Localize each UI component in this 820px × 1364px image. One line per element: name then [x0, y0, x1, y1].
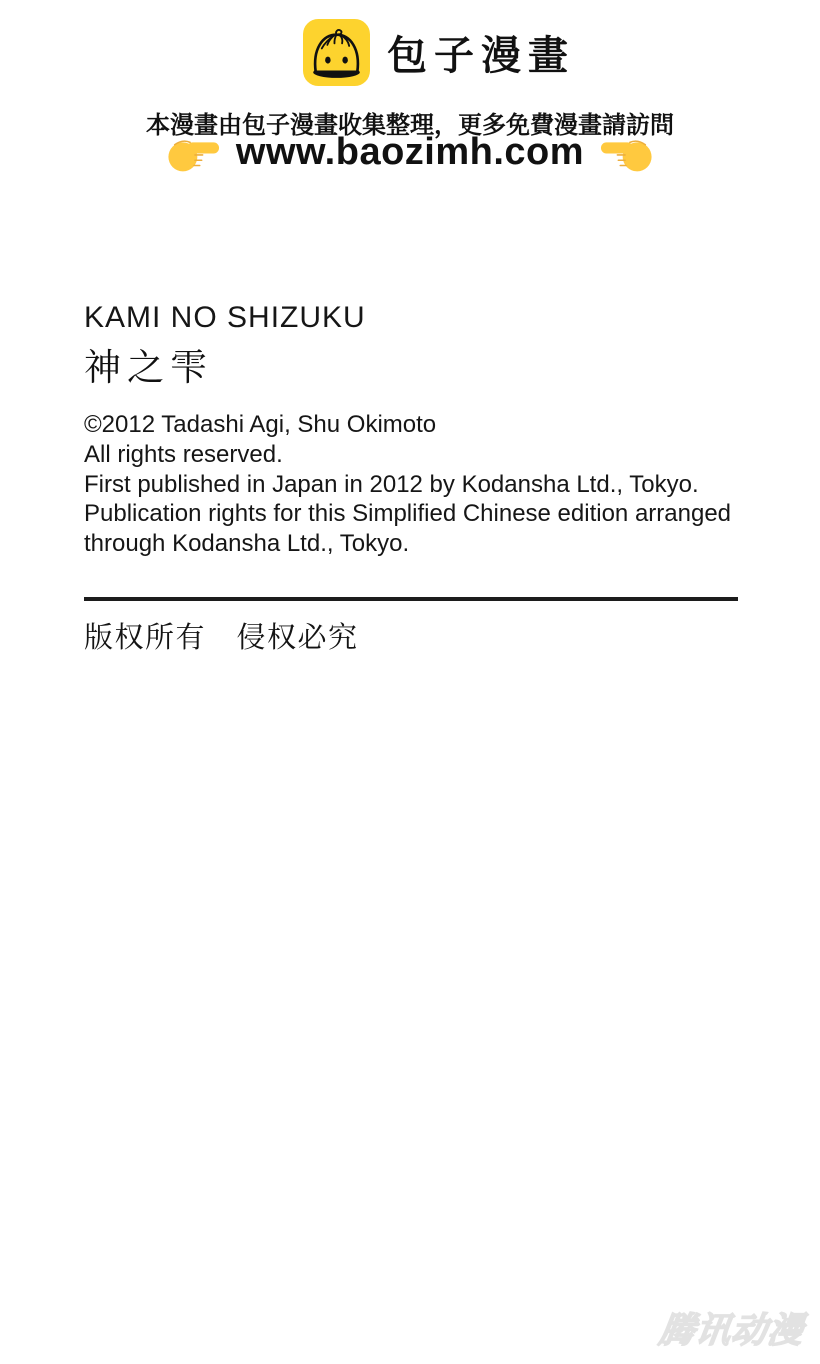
copyright-line: ©2012 Tadashi Agi, Shu Okimoto: [84, 411, 437, 438]
title-chinese: 神之雫: [84, 347, 213, 388]
rights-notice: 版权所有 侵权必究: [84, 622, 359, 654]
baozi-brand-logo: [303, 19, 575, 86]
copyright-block: [84, 410, 731, 559]
collection-notice: 本漫畫由包子漫畫收集整理，更多免費漫畫請訪問: [146, 112, 674, 139]
website-url: www.baozimh.com: [235, 131, 585, 173]
divider-rule: [84, 597, 738, 601]
copyright-line: First published in Japan in 2012 by Kodansha Ltd., Tokyo.: [84, 470, 699, 498]
title-romaji: KAMI NO SHIZUKU: [84, 301, 366, 334]
copyright-line: through Kodansha Ltd., Tokyo.: [84, 530, 410, 558]
tencent-comics-watermark: 腾讯动漫: [656, 1311, 807, 1350]
copyright-line: Publication rights for this Simplified Chinese edition arranged: [84, 500, 732, 528]
baozi-bun-icon: [303, 19, 370, 86]
point-right-icon: [166, 133, 220, 173]
brand-name: 包子漫畫: [387, 34, 575, 78]
website-row: [0, 131, 820, 174]
copyright-line: All rights reserved.: [84, 440, 283, 468]
point-left-icon: [600, 133, 654, 173]
